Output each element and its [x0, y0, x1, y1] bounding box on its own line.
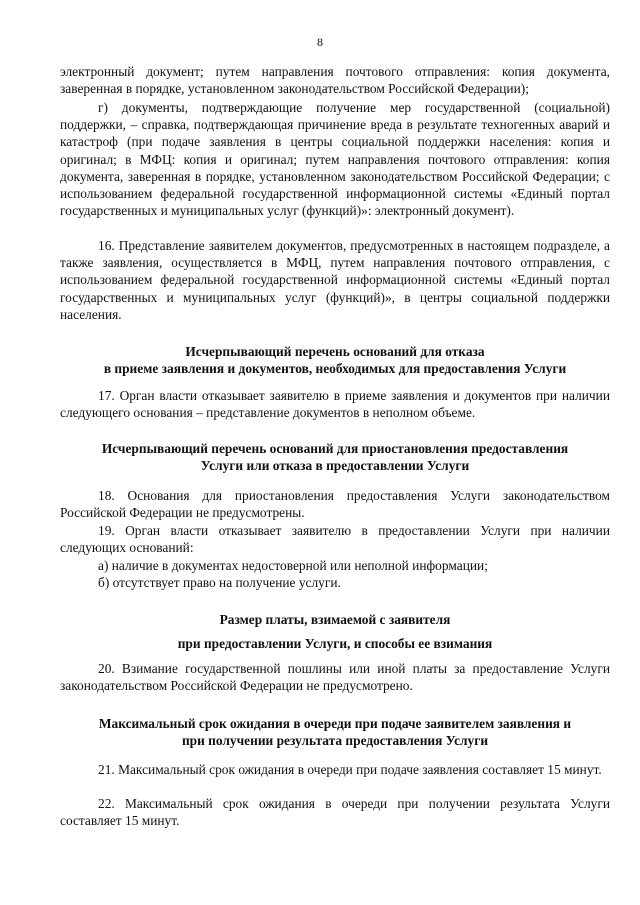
- paragraph-21: 21. Максимальный срок ожидания в очереди при подаче заявления составляет 15 минут.: [98, 762, 602, 777]
- paragraph-item-g: г) документы, подтверждающие получение мер государственной (социальной) поддержки, – справка, подтверждающая причинение вреда в результате техногенных аварий и катастроф (при подаче заявления в центры социальной поддержки населения: копия и оригинал; в МФЦ: копия и оригинал; путем направления почтового отправления: копия документа, заверенная в порядке, установленном законодательством Российской Федерации; с использованием федеральной государственной информационной системы «Единый портал государственных и муниципальных услуг (функций)»: электронный документ).: [60, 100, 610, 219]
- paragraph-19a: а) наличие в документах недостоверной или неполной информации;: [98, 558, 488, 573]
- heading-line: в приеме заявления и документов, необходимых для предоставления Услуги: [103, 361, 567, 377]
- paragraph-19: 19. Орган власти отказывает заявителю в предоставлении Услуги при наличии следующих оснований:: [60, 523, 610, 556]
- heading-line: при предоставлении Услуги, и способы ее взимания: [177, 636, 493, 651]
- section-heading-refusal-acceptance: [40, 343, 630, 377]
- heading-line: Максимальный срок ожидания в очереди при подаче заявителем заявления и: [98, 716, 572, 731]
- paragraph-19b: б) отсутствует право на получение услуги.: [98, 575, 341, 590]
- paragraph-20: 20. Взимание государственной пошлины или иной платы за предоставление Услуги законодательством Российской Федерации не предусмотрено.: [60, 661, 610, 694]
- section-heading-fee: [40, 608, 630, 656]
- heading-line: Исчерпывающий перечень оснований для отказа: [185, 344, 485, 359]
- paragraph-continuation: электронный документ; путем направления почтового отправления: копия документа, заверенная в порядке, установленном законодательством Российской Федерации);: [60, 64, 610, 97]
- page-number: 8: [317, 35, 323, 49]
- section-heading-suspension-refusal: [40, 440, 630, 474]
- paragraph-16: 16. Представление заявителем документов, предусмотренных в настоящем подразделе, а также заявления, осуществляется в МФЦ, путем направления почтового отправления, с использованием федеральной государственной информационной системы «Единый портал государственных и муниципальных услуг (функций)», в центры социальной поддержки населения.: [60, 238, 610, 322]
- heading-line: Услуги или отказа в предоставлении Услуги: [200, 458, 470, 474]
- paragraph-17: 17. Орган власти отказывает заявителю в приеме заявления и документов при наличии следующего основания – представление документов в неполном объеме.: [60, 388, 610, 421]
- heading-line: Исчерпывающий перечень оснований для приостановления предоставления: [101, 441, 569, 456]
- section-heading-queue-time: [40, 715, 630, 749]
- heading-line: Размер платы, взимаемой с заявителя: [219, 612, 451, 627]
- heading-line: при получении результата предоставления Услуги: [181, 733, 489, 749]
- paragraph-22: 22. Максимальный срок ожидания в очереди при получении результата Услуги составляет 15 минут.: [60, 796, 610, 829]
- paragraph-18: 18. Основания для приостановления предоставления Услуги законодательством Российской Федерации не предусмотрены.: [60, 488, 610, 521]
